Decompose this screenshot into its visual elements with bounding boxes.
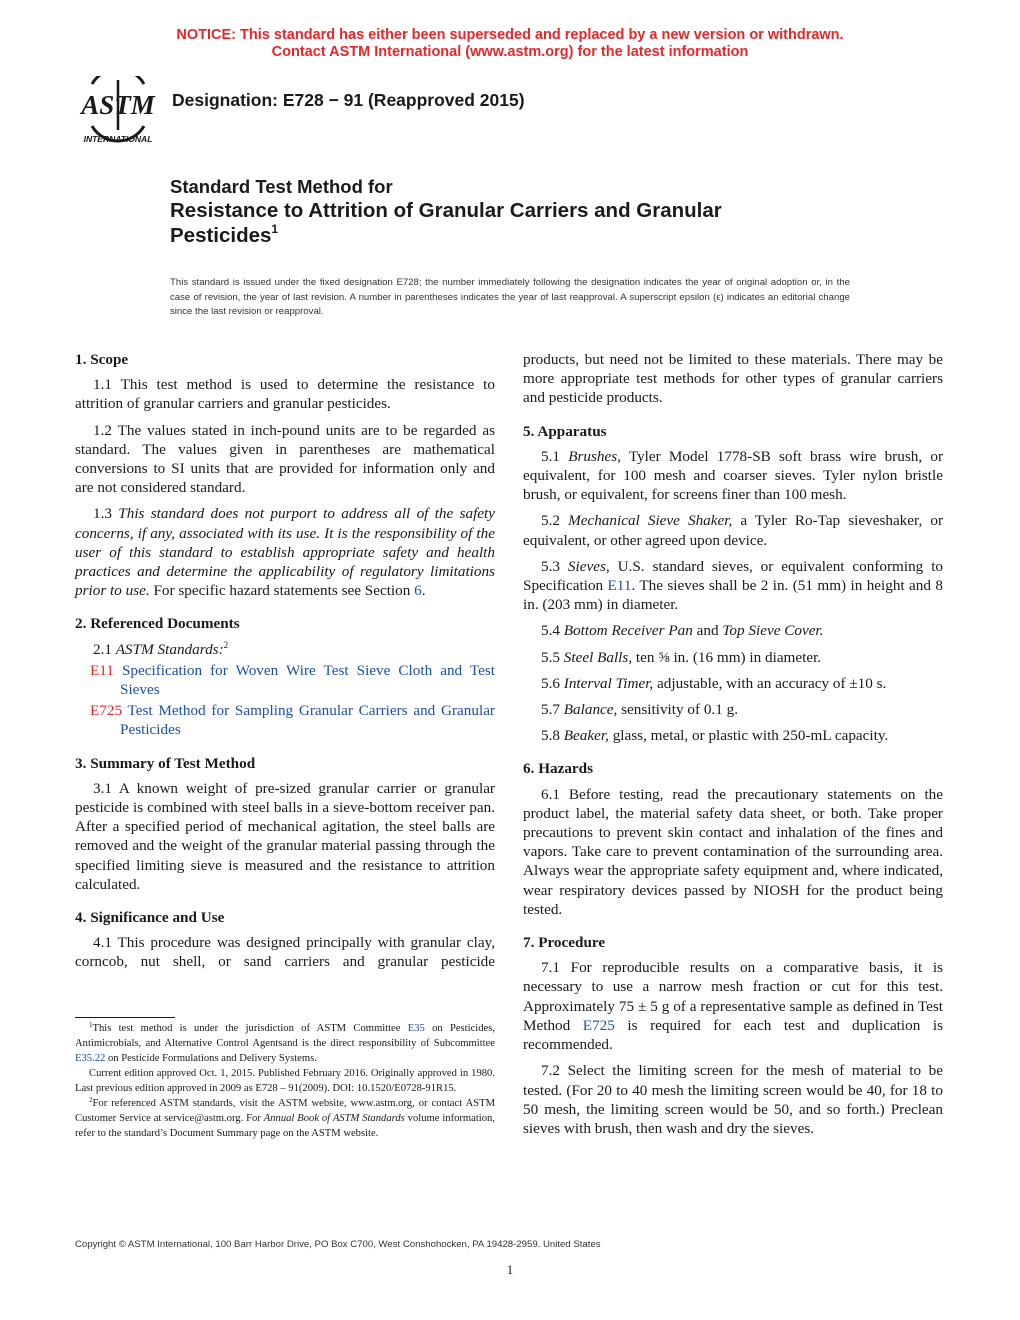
section-scope [75, 350, 495, 600]
apparatus-item-5-3: 5.3 Sieves, U.S. standard sieves, or equivalent conforming to Specification E11. The sieves shall be 2 in. (51 mm) in height and 8 in. (203 mm) in diameter. [523, 557, 944, 614]
section-summary [75, 754, 495, 894]
e725-link[interactable]: E725 [582, 1016, 615, 1034]
section-heading: 1. Scope [75, 351, 129, 368]
reference-title[interactable]: Specification for Woven Wire Test Sieve Cloth and Test Sieves [113, 661, 495, 699]
apparatus-item-5-2: 5.2 Mechanical Sieve Shaker, a Tyler Ro-Tap sieveshaker, or equivalent, or other agreed upon device. [523, 512, 944, 549]
paragraph-3-1: 3.1 A known weight of pre-sized granular carrier or granular pesticide is combined with steel balls in a sieve-bottom receiver pan. After a specified period of mechanical agitation, the steel balls are removed and the weight of the granular material passing through the specified limiting sieve is measured and the resistance to attrition calculated. [75, 779, 495, 893]
copyright-line: Copyright © ASTM International, 100 Barr Harbor Drive, PO Box C700, West Conshohocken, PA 19428-2959. United States [75, 1239, 601, 1250]
astm-logo-mark [79, 76, 156, 141]
paragraph-7-1: 7.1 For reproducible results on a comparative basis, it is necessary to use a narrow mesh fraction or cut for this test. Approximately 75 ± 5 g of a representative sample as defined in Test Method E725 is required for each test and duplication is recommended. [523, 959, 943, 1054]
apparatus-item-5-4: 5.4 Bottom Receiver Pan and Top Sieve Cover. [541, 622, 824, 640]
apparatus-item-5-5: 5.5 Steel Balls, ten ⅝ in. (16 mm) in diameter. [541, 648, 822, 666]
section-referenced-documents [75, 614, 495, 739]
section-heading: 2. Referenced Documents [75, 615, 240, 633]
paragraph-4-1-part-1: 4.1 This procedure was designed principally with granular clay, corncob, nut shell, or sand carriers and granular pesticide [75, 934, 495, 971]
section-heading: 3. Summary of Test Method [75, 754, 256, 772]
astm-logo-word: INTERNATIONAL [83, 134, 153, 144]
paragraph-7-2: 7.2 Select the limiting screen for the mesh of material to be tested. (For 20 to 40 mesh the limiting screen would be 40, for 18 to 50 mesh, the limiting screen would be 50, and so forth.) Preclean sieves with brush, then wash and dry the sieves. [523, 1062, 943, 1137]
section-6-link[interactable]: 6 [414, 582, 422, 600]
section-hazards [523, 759, 943, 919]
paragraph-6-1: 6.1 Before testing, read the precautionary statements on the product label, the material safety data sheet, or both. Take proper precautions to prevent skin contact and inhalation of the fines and vapors. Take care to prevent contamination of the surrounding area. Always wear the appropriate safety equipment and, where indicated, wear respiratory devices passed by NIOSH for the product being tested. [523, 785, 943, 918]
section-significance [75, 908, 495, 972]
section-heading: 7. Procedure [523, 934, 606, 952]
section-apparatus [523, 422, 943, 746]
section-procedure [523, 933, 943, 1138]
astm-logo-letters: ASTM [81, 90, 155, 120]
title-line-2: Pesticides [170, 224, 272, 247]
title-prefix: Standard Test Method for [170, 176, 393, 197]
title-line-1: Resistance to Attrition of Granular Carriers and Granular [170, 199, 722, 222]
paragraph-1-2: 1.2 The values stated in inch-pound units are to be regarded as standard. The values given in parentheses are mathematical conversions to SI units that are provided for information only and are not considered standard. [75, 421, 495, 497]
paragraph-1-1: 1.1 This test method is used to determine the resistance to attrition of granular carriers and granular pesticides. [75, 376, 495, 413]
apparatus-item-5-1: 5.1 Brushes, Tyler Model 1778-SB soft brass wire brush, or equivalent, for 100 mesh and coarser sieves. Tyler nylon bristle brush, or equivalent, for screens finer than 100 mesh. [523, 447, 943, 504]
document-title [170, 176, 870, 248]
apparatus-item-5-7: 5.7 Balance, sensitivity of 0.1 g. [541, 701, 738, 719]
footnote-1: $^1$This test method is under the jurisdiction of ASTM Committee E35 on Pesticides, Antimicrobials, and Alternative Control Agentsand is the direct responsibility of Subcommittee E35.22 on Pesticide Formulations and Delivery Systems. [75, 1021, 495, 1064]
subcommittee-e35-22-link[interactable]: E35.22 [75, 1053, 106, 1064]
reference-title[interactable]: Test Method for Sampling Granular Carriers and Granular Pesticides [120, 702, 495, 739]
reference-e11[interactable] [90, 661, 495, 699]
paragraph-2-1: 2.1 ASTM Standards:$^2$ [93, 639, 229, 658]
reference-code[interactable]: E11 [90, 661, 114, 679]
footnote-1-edition: Current edition approved Oct. 1, 2015. Published February 2016. Originally approved in 1980. Last previous edition approved in 2009 as E728 – 91(2009). DOI: 10.1520/E0728-91R15. [75, 1068, 495, 1094]
notice-line-1: NOTICE: This standard has either been superseded and replaced by a new version or withdrawn. [176, 27, 844, 43]
footnote-2: $^2$For referenced ASTM standards, visit the ASTM website, www.astm.org, or contact ASTM Customer Service at service@astm.org. For Annual Book of ASTM Standards volume information, refer to the standard’s Document Summary page on the ASTM website. [75, 1096, 495, 1139]
e11-link[interactable]: E11 [607, 577, 632, 595]
right-column [523, 350, 943, 1152]
reference-code[interactable]: E725 [90, 702, 123, 720]
supersession-notice [0, 27, 1020, 61]
issuance-statement: This standard is issued under the fixed designation E728; the number immediately following the designation indicates the year of original adoption or, in the case of revision, the year of last revision. A number in parentheses indicates the year of last reapproval. A superscript epsilon (ε) indicates an editorial change since the last revision or reapproval. [170, 277, 850, 318]
page-number: 1 [506, 1262, 514, 1277]
section-heading: 6. Hazards [523, 760, 594, 778]
apparatus-item-5-6: 5.6 Interval Timer, adjustable, with an accuracy of ±10 s. [541, 674, 887, 692]
notice-line-2: Contact ASTM International (www.astm.org) for the latest information [271, 44, 749, 60]
section-heading: 4. Significance and Use [75, 909, 225, 927]
paragraph-4-1-part-2: products, but need not be limited to these materials. There may be more appropriate test methods for other types of granular carriers and pesticide products. [523, 351, 943, 407]
committee-e35-link[interactable]: E35 [407, 1023, 425, 1034]
title-main [170, 198, 870, 248]
section-heading: 5. Apparatus [523, 422, 607, 440]
paragraph-1-3: 1.3 This standard does not purport to address all of the safety concerns, if any, associated with its use. It is the responsibility of the user of this standard to establish appropriate safety and health practices and determine the applicability of regulatory limitations prior to use. For specific hazard statements see Section 6. [75, 505, 495, 600]
left-column [75, 350, 495, 986]
apparatus-item-5-8: 5.8 Beaker, glass, metal, or plastic with 250-mL capacity. [541, 727, 889, 745]
section-significance-continued [523, 350, 943, 408]
footnote-divider [75, 1017, 175, 1018]
title-footnote-mark: 1 [271, 222, 279, 236]
designation: Designation: E728 − 91 (Reapproved 2015) [172, 90, 525, 110]
astm-logo [72, 76, 164, 146]
safety-caveat: This standard does not purport to address all of the safety concerns, if any, associated with its use. It is the responsibility of the user of this standard to establish appropriate safety and health practices and determine the applicability of regulatory limitations prior to use. [75, 505, 495, 600]
footnotes [75, 1021, 495, 1141]
reference-e725[interactable] [90, 701, 495, 739]
